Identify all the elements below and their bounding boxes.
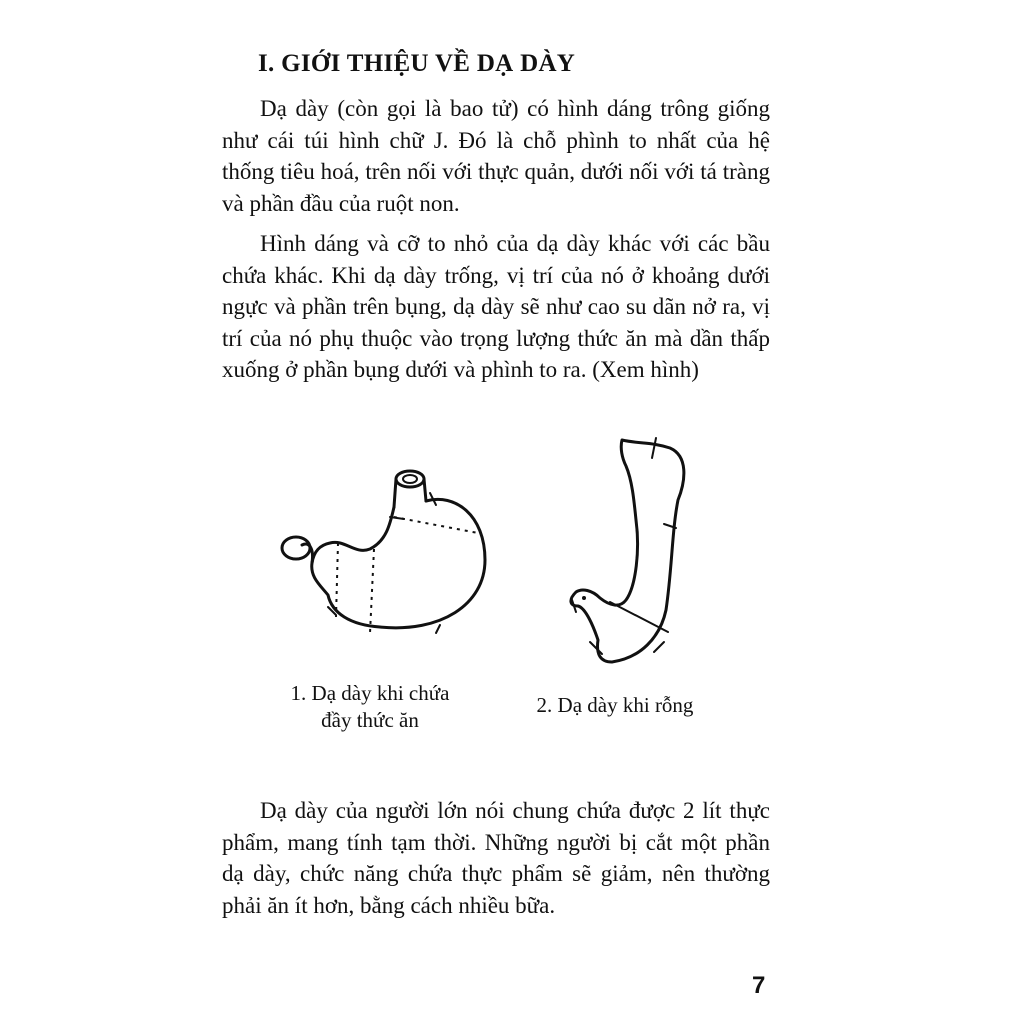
paragraph-intro: Dạ dày (còn gọi là bao tử) có hình dáng trông giống như cái túi hình chữ J. Đó là chỗ phình to nhất của hệ thống tiêu hoá, trên nối với thực quản, dưới nối với tá tràng và phần đầu của ruột non. [222,96,770,216]
paragraph-capacity: Dạ dày của người lớn nói chung chứa được 2 lít thực phẩm, mang tính tạm thời. Những người bị cắt một phần dạ dày, chức năng chứa thực phẩm sẽ giảm, nên thường phải ăn ít hơn, bằng cách nhiều bữa. [222,798,770,918]
section-heading: I. GIỚI THIỆU VỀ DẠ DÀY [258,50,576,77]
figure-2-caption: 2. Dạ dày khi rỗng [536,693,694,717]
paragraph-shape-size: Hình dáng và cỡ to nhỏ của dạ dày khác với các bầu chứa khác. Khi dạ dày trống, vị trí của nó ở khoảng dưới ngực và phần trên bụng, dạ dày sẽ như cao su dãn nở ra, vị trí của nó phụ thuộc vào trọng lượng thức ăn mà dần thấp xuống ở phần bụng dưới và phình to ra. (Xem hình) [222,231,770,382]
figure-1-caption-line1: 1. Dạ dày khi chứa [290,681,450,705]
empty-stomach-illustration [560,430,700,670]
figure-1-caption [270,680,470,734]
figure-1-caption-line2: đầy thức ăn [321,708,419,732]
full-stomach-illustration [270,455,500,645]
page-number: 7 [752,972,766,999]
